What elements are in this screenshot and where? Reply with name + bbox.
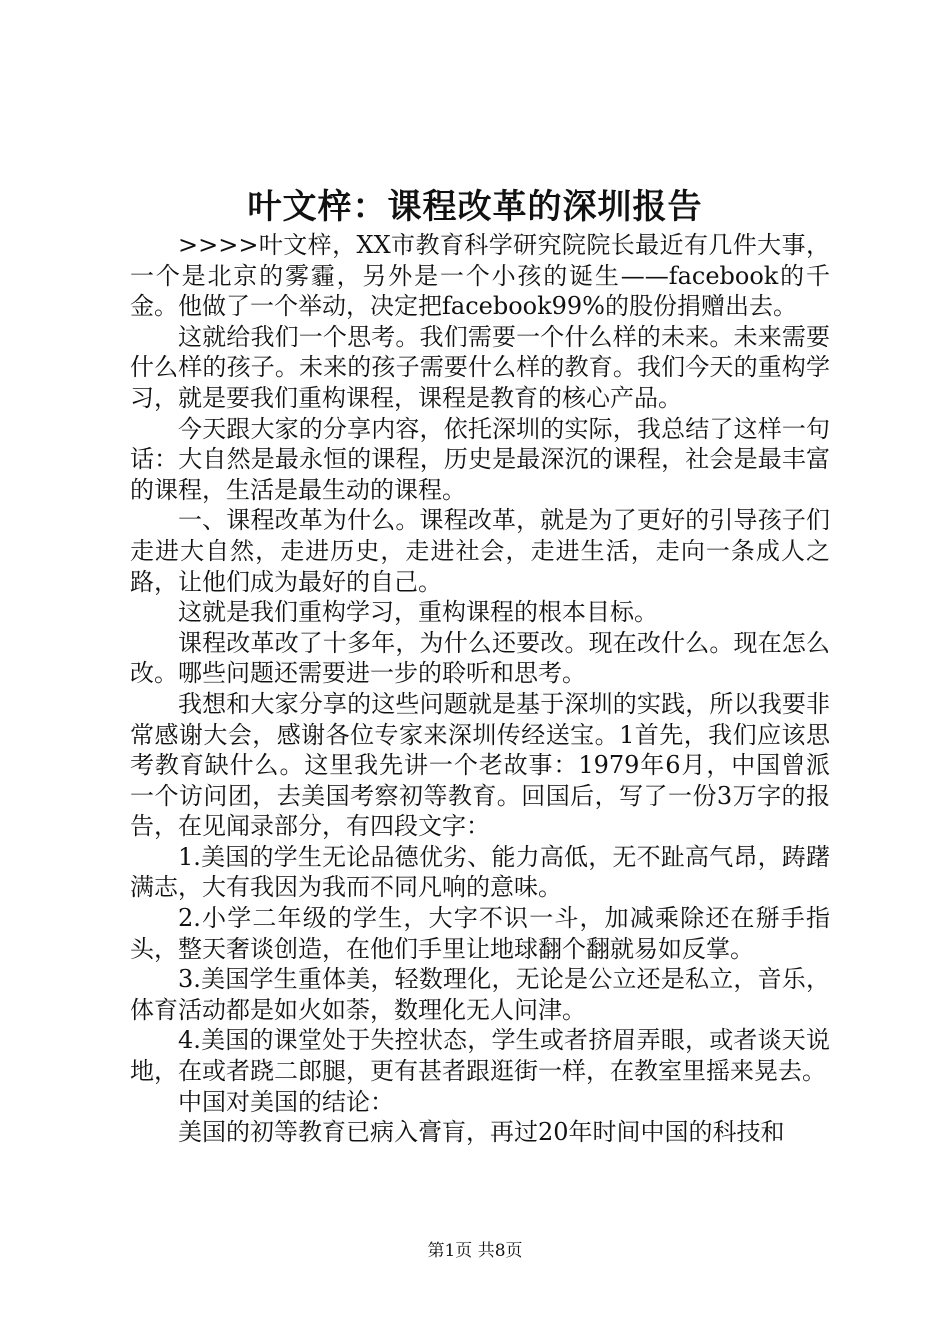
paragraph: 课程改革改了十多年，为什么还要改。现在改什么。现在怎么改。哪些问题还需要进一步的聆听和思考。: [130, 628, 830, 688]
paragraph: 一、课程改革为什么。课程改革，就是为了更好的引导孩子们走进大自然，走进历史，走进社会，走进生活，走向一条成人之路，让他们成为最好的自己。: [130, 506, 830, 596]
paragraph: >>>>叶文梓，XX市教育科学研究院院长最近有几件大事，一个是北京的雾霾，另外是一个小孩的诞生——facebook的千金。他做了一个举动，决定把facebook99%的股份捐赠出去。: [130, 231, 830, 321]
paragraph: 这就给我们一个思考。我们需要一个什么样的未来。未来需要什么样的孩子。未来的孩子需要什么样的教育。我们今天的重构学习，就是要我们重构课程，课程是教育的核心产品。: [130, 322, 830, 412]
list-item-2: 2.小学二年级的学生，大字不识一斗，加减乘除还在掰手指头，整天奢谈创造，在他们手里让地球翻个翻就易如反掌。: [130, 904, 830, 963]
document-body: [130, 230, 830, 1148]
paragraph: 我想和大家分享的这些问题就是基于深圳的实践，所以我要非常感谢大会，感谢各位专家来深圳传经送宝。1首先，我们应该思考教育缺什么。这里我先讲一个老故事：1979年6月，中国曾派一个访问团，去美国考察初等教育。回国后，写了一份3万字的报告，在见闻录部分，有四段文字：: [130, 689, 830, 841]
paragraph: 中国对美国的结论：: [178, 1087, 394, 1116]
list-item-3: 3.美国学生重体美，轻数理化，无论是公立还是私立，音乐，体育活动都是如火如荼，数理化无人问津。: [130, 965, 830, 1024]
list-item-4: 4.美国的课堂处于失控状态，学生或者挤眉弄眼，或者谈天说地，在或者跷二郎腿，更有甚者跟逛街一样，在教室里摇来晃去。: [130, 1026, 830, 1086]
paragraph: 今天跟大家的分享内容，依托深圳的实际，我总结了这样一句话：大自然是最永恒的课程，历史是最深沉的课程，社会是最丰富的课程，生活是最生动的课程。: [130, 414, 830, 504]
paragraph: 这就是我们重构学习，重构课程的根本目标。: [178, 598, 658, 627]
page-footer: 第1页 共8页: [427, 1241, 523, 1261]
paragraph: 美国的初等教育已病入膏肓，再过20年时间中国的科技和: [178, 1118, 785, 1147]
document-title: 叶文梓：课程改革的深圳报告: [247, 187, 703, 227]
list-item-1: 1.美国的学生无论品德优劣、能力高低，无不趾高气昂，踌躇满志，大有我因为我而不同凡响的意味。: [130, 842, 830, 902]
